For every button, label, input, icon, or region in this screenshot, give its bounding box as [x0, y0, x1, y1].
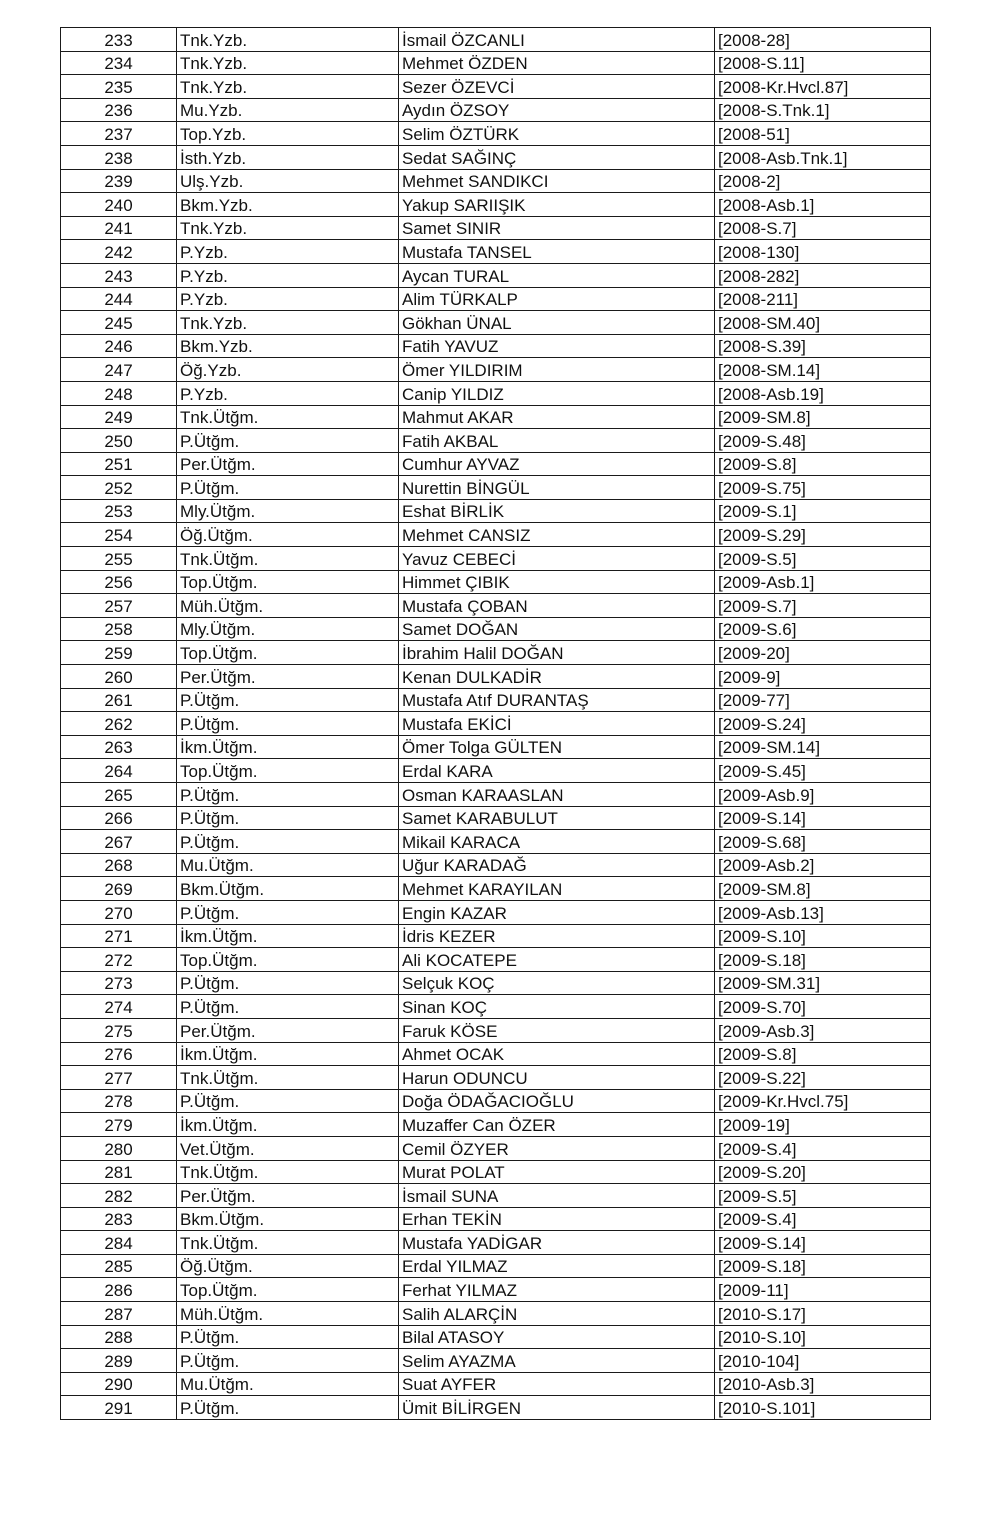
- name-cell: İsmail SUNA: [399, 1184, 715, 1208]
- rank-cell: Bkm.Yzb.: [177, 334, 399, 358]
- code-cell: [2008-SM.14]: [715, 358, 931, 382]
- table-row: [61, 51, 931, 75]
- name-cell: Samet KARABULUT: [399, 806, 715, 830]
- code-cell: [2009-S.4]: [715, 1136, 931, 1160]
- name-cell: Yakup SARIIŞIK: [399, 193, 715, 217]
- row-number-cell: 241: [61, 216, 177, 240]
- table-row: [61, 429, 931, 453]
- row-number-cell: 278: [61, 1089, 177, 1113]
- row-number-cell: 266: [61, 806, 177, 830]
- table-row: [61, 98, 931, 122]
- name-cell: Ömer Tolga GÜLTEN: [399, 735, 715, 759]
- code-cell: [2008-130]: [715, 240, 931, 264]
- name-cell: Erdal KARA: [399, 759, 715, 783]
- row-number-cell: 284: [61, 1231, 177, 1255]
- name-cell: Cemil ÖZYER: [399, 1136, 715, 1160]
- rank-cell: P.Ütğm.: [177, 830, 399, 854]
- rank-cell: İkm.Ütğm.: [177, 1113, 399, 1137]
- rank-cell: Öğ.Ütğm.: [177, 1254, 399, 1278]
- code-cell: [2009-S.14]: [715, 806, 931, 830]
- row-number-cell: 269: [61, 877, 177, 901]
- table-row: [61, 1113, 931, 1137]
- table-row: [61, 806, 931, 830]
- code-cell: [2009-S.29]: [715, 523, 931, 547]
- rank-cell: Öğ.Ütğm.: [177, 523, 399, 547]
- code-cell: [2009-S.8]: [715, 1042, 931, 1066]
- name-cell: Uğur KARADAĞ: [399, 853, 715, 877]
- name-cell: Eshat BİRLİK: [399, 499, 715, 523]
- name-cell: Faruk KÖSE: [399, 1018, 715, 1042]
- table-row: [61, 334, 931, 358]
- table-row: [61, 900, 931, 924]
- table-row: [61, 523, 931, 547]
- row-number-cell: 264: [61, 759, 177, 783]
- rank-cell: P.Yzb.: [177, 381, 399, 405]
- code-cell: [2009-Asb.9]: [715, 783, 931, 807]
- name-cell: Muzaffer Can ÖZER: [399, 1113, 715, 1137]
- rank-cell: P.Ütğm.: [177, 995, 399, 1019]
- rank-cell: Per.Ütğm.: [177, 1018, 399, 1042]
- name-cell: Erdal YILMAZ: [399, 1254, 715, 1278]
- row-number-cell: 286: [61, 1278, 177, 1302]
- name-cell: Suat AYFER: [399, 1372, 715, 1396]
- table-row: [61, 665, 931, 689]
- table-row: [61, 311, 931, 335]
- table-body: [61, 28, 931, 1420]
- row-number-cell: 250: [61, 429, 177, 453]
- row-number-cell: 282: [61, 1184, 177, 1208]
- code-cell: [2009-S.1]: [715, 499, 931, 523]
- name-cell: Mustafa TANSEL: [399, 240, 715, 264]
- rank-cell: İkm.Ütğm.: [177, 924, 399, 948]
- code-cell: [2009-11]: [715, 1278, 931, 1302]
- name-cell: İdris KEZER: [399, 924, 715, 948]
- code-cell: [2010-S.10]: [715, 1325, 931, 1349]
- row-number-cell: 259: [61, 641, 177, 665]
- row-number-cell: 289: [61, 1349, 177, 1373]
- rank-cell: Mly.Ütğm.: [177, 617, 399, 641]
- table-row: [61, 1136, 931, 1160]
- row-number-cell: 236: [61, 98, 177, 122]
- name-cell: Alim TÜRKALP: [399, 287, 715, 311]
- name-cell: Fatih YAVUZ: [399, 334, 715, 358]
- name-cell: Sinan KOÇ: [399, 995, 715, 1019]
- code-cell: [2008-Asb.1]: [715, 193, 931, 217]
- table-row: [61, 240, 931, 264]
- rank-cell: İkm.Ütğm.: [177, 1042, 399, 1066]
- name-cell: Aycan TURAL: [399, 263, 715, 287]
- table-row: [61, 570, 931, 594]
- row-number-cell: 258: [61, 617, 177, 641]
- table-row: [61, 1396, 931, 1420]
- name-cell: Mahmut AKAR: [399, 405, 715, 429]
- name-cell: Sezer ÖZEVCİ: [399, 75, 715, 99]
- rank-cell: Mu.Ütğm.: [177, 853, 399, 877]
- code-cell: [2009-Asb.1]: [715, 570, 931, 594]
- rank-cell: Tnk.Ütğm.: [177, 1160, 399, 1184]
- code-cell: [2009-S.5]: [715, 1184, 931, 1208]
- table-row: [61, 1349, 931, 1373]
- row-number-cell: 237: [61, 122, 177, 146]
- rank-cell: Mu.Yzb.: [177, 98, 399, 122]
- rank-cell: Tnk.Ütğm.: [177, 547, 399, 571]
- rank-cell: Bkm.Yzb.: [177, 193, 399, 217]
- rank-cell: P.Yzb.: [177, 287, 399, 311]
- name-cell: Murat POLAT: [399, 1160, 715, 1184]
- code-cell: [2008-Asb.Tnk.1]: [715, 145, 931, 169]
- name-cell: Ali KOCATEPE: [399, 948, 715, 972]
- rank-cell: Tnk.Ütğm.: [177, 1066, 399, 1090]
- code-cell: [2008-28]: [715, 28, 931, 52]
- table-row: [61, 28, 931, 52]
- name-cell: Mustafa Atıf DURANTAŞ: [399, 688, 715, 712]
- rank-cell: Öğ.Yzb.: [177, 358, 399, 382]
- code-cell: [2010-Asb.3]: [715, 1372, 931, 1396]
- row-number-cell: 276: [61, 1042, 177, 1066]
- row-number-cell: 235: [61, 75, 177, 99]
- table-row: [61, 169, 931, 193]
- name-cell: Gökhan ÜNAL: [399, 311, 715, 335]
- name-cell: Canip YILDIZ: [399, 381, 715, 405]
- name-cell: Mehmet CANSIZ: [399, 523, 715, 547]
- table-row: [61, 75, 931, 99]
- name-cell: Mikail KARACA: [399, 830, 715, 854]
- rank-cell: Tnk.Yzb.: [177, 311, 399, 335]
- table-row: [61, 263, 931, 287]
- rank-cell: Bkm.Ütğm.: [177, 877, 399, 901]
- row-number-cell: 271: [61, 924, 177, 948]
- row-number-cell: 233: [61, 28, 177, 52]
- table-row: [61, 995, 931, 1019]
- code-cell: [2009-S.48]: [715, 429, 931, 453]
- row-number-cell: 261: [61, 688, 177, 712]
- rank-cell: P.Ütğm.: [177, 712, 399, 736]
- code-cell: [2009-S.8]: [715, 452, 931, 476]
- code-cell: [2009-S.68]: [715, 830, 931, 854]
- rank-cell: P.Yzb.: [177, 263, 399, 287]
- row-number-cell: 273: [61, 971, 177, 995]
- table-row: [61, 547, 931, 571]
- table-row: [61, 877, 931, 901]
- code-cell: [2009-Asb.2]: [715, 853, 931, 877]
- rank-cell: Bkm.Ütğm.: [177, 1207, 399, 1231]
- table-row: [61, 1325, 931, 1349]
- code-cell: [2008-211]: [715, 287, 931, 311]
- rank-cell: Top.Ütğm.: [177, 1278, 399, 1302]
- table-row: [61, 1231, 931, 1255]
- row-number-cell: 242: [61, 240, 177, 264]
- rank-cell: P.Ütğm.: [177, 1349, 399, 1373]
- code-cell: [2009-Asb.13]: [715, 900, 931, 924]
- name-cell: Mustafa ÇOBAN: [399, 594, 715, 618]
- row-number-cell: 277: [61, 1066, 177, 1090]
- table-row: [61, 287, 931, 311]
- code-cell: [2009-77]: [715, 688, 931, 712]
- name-cell: Ahmet OCAK: [399, 1042, 715, 1066]
- name-cell: Nurettin BİNGÜL: [399, 476, 715, 500]
- table-row: [61, 476, 931, 500]
- name-cell: Yavuz CEBECİ: [399, 547, 715, 571]
- rank-cell: Tnk.Yzb.: [177, 216, 399, 240]
- rank-cell: Tnk.Yzb.: [177, 28, 399, 52]
- row-number-cell: 238: [61, 145, 177, 169]
- row-number-cell: 256: [61, 570, 177, 594]
- table-row: [61, 381, 931, 405]
- row-number-cell: 253: [61, 499, 177, 523]
- name-cell: Mehmet ÖZDEN: [399, 51, 715, 75]
- rank-cell: Per.Ütğm.: [177, 1184, 399, 1208]
- rank-cell: Per.Ütğm.: [177, 665, 399, 689]
- name-cell: Sedat SAĞINÇ: [399, 145, 715, 169]
- row-number-cell: 262: [61, 712, 177, 736]
- rank-cell: Müh.Ütğm.: [177, 1302, 399, 1326]
- code-cell: [2010-S.101]: [715, 1396, 931, 1420]
- name-cell: Mustafa EKİCİ: [399, 712, 715, 736]
- row-number-cell: 274: [61, 995, 177, 1019]
- table-row: [61, 499, 931, 523]
- code-cell: [2008-Kr.Hvcl.87]: [715, 75, 931, 99]
- rank-cell: Per.Ütğm.: [177, 452, 399, 476]
- row-number-cell: 254: [61, 523, 177, 547]
- code-cell: [2008-S.Tnk.1]: [715, 98, 931, 122]
- rank-cell: P.Ütğm.: [177, 900, 399, 924]
- row-number-cell: 275: [61, 1018, 177, 1042]
- row-number-cell: 288: [61, 1325, 177, 1349]
- code-cell: [2009-S.45]: [715, 759, 931, 783]
- table-row: [61, 759, 931, 783]
- rank-cell: P.Ütğm.: [177, 476, 399, 500]
- table-row: [61, 1302, 931, 1326]
- code-cell: [2009-SM.14]: [715, 735, 931, 759]
- rank-cell: Mly.Ütğm.: [177, 499, 399, 523]
- table-row: [61, 1207, 931, 1231]
- row-number-cell: 255: [61, 547, 177, 571]
- code-cell: [2010-104]: [715, 1349, 931, 1373]
- code-cell: [2009-S.18]: [715, 948, 931, 972]
- rank-cell: Tnk.Ütğm.: [177, 1231, 399, 1255]
- name-cell: Himmet ÇIBIK: [399, 570, 715, 594]
- code-cell: [2008-S.39]: [715, 334, 931, 358]
- table-row: [61, 1372, 931, 1396]
- name-cell: Fatih AKBAL: [399, 429, 715, 453]
- code-cell: [2009-S.75]: [715, 476, 931, 500]
- code-cell: [2010-S.17]: [715, 1302, 931, 1326]
- row-number-cell: 280: [61, 1136, 177, 1160]
- rank-cell: Tnk.Yzb.: [177, 75, 399, 99]
- name-cell: Engin KAZAR: [399, 900, 715, 924]
- name-cell: Aydın ÖZSOY: [399, 98, 715, 122]
- table-row: [61, 1018, 931, 1042]
- code-cell: [2009-S.14]: [715, 1231, 931, 1255]
- row-number-cell: 290: [61, 1372, 177, 1396]
- rank-cell: Top.Ütğm.: [177, 948, 399, 972]
- table-row: [61, 1278, 931, 1302]
- rank-cell: İkm.Ütğm.: [177, 735, 399, 759]
- table-row: [61, 948, 931, 972]
- code-cell: [2009-S.20]: [715, 1160, 931, 1184]
- row-number-cell: 249: [61, 405, 177, 429]
- row-number-cell: 265: [61, 783, 177, 807]
- table-row: [61, 405, 931, 429]
- name-cell: Kenan DULKADİR: [399, 665, 715, 689]
- row-number-cell: 287: [61, 1302, 177, 1326]
- table-row: [61, 1089, 931, 1113]
- rank-cell: Vet.Ütğm.: [177, 1136, 399, 1160]
- table-row: [61, 145, 931, 169]
- row-number-cell: 251: [61, 452, 177, 476]
- row-number-cell: 260: [61, 665, 177, 689]
- table-row: [61, 617, 931, 641]
- rank-cell: P.Yzb.: [177, 240, 399, 264]
- row-number-cell: 239: [61, 169, 177, 193]
- table-row: [61, 216, 931, 240]
- code-cell: [2009-SM.31]: [715, 971, 931, 995]
- name-cell: Selim AYAZMA: [399, 1349, 715, 1373]
- table-row: [61, 735, 931, 759]
- table-row: [61, 193, 931, 217]
- code-cell: [2009-9]: [715, 665, 931, 689]
- rank-cell: Top.Yzb.: [177, 122, 399, 146]
- row-number-cell: 267: [61, 830, 177, 854]
- code-cell: [2009-Kr.Hvcl.75]: [715, 1089, 931, 1113]
- row-number-cell: 240: [61, 193, 177, 217]
- name-cell: Samet SINIR: [399, 216, 715, 240]
- name-cell: Harun ODUNCU: [399, 1066, 715, 1090]
- code-cell: [2009-S.70]: [715, 995, 931, 1019]
- row-number-cell: 272: [61, 948, 177, 972]
- table-row: [61, 783, 931, 807]
- code-cell: [2008-282]: [715, 263, 931, 287]
- name-cell: Selçuk KOÇ: [399, 971, 715, 995]
- name-cell: Samet DOĞAN: [399, 617, 715, 641]
- rank-cell: Top.Ütğm.: [177, 759, 399, 783]
- rank-cell: P.Ütğm.: [177, 1089, 399, 1113]
- code-cell: [2008-51]: [715, 122, 931, 146]
- table-row: [61, 641, 931, 665]
- rank-cell: P.Ütğm.: [177, 1396, 399, 1420]
- code-cell: [2009-S.10]: [715, 924, 931, 948]
- rank-cell: Müh.Ütğm.: [177, 594, 399, 618]
- table-row: [61, 122, 931, 146]
- rank-cell: Top.Ütğm.: [177, 641, 399, 665]
- rank-cell: Tnk.Yzb.: [177, 51, 399, 75]
- name-cell: Erhan TEKİN: [399, 1207, 715, 1231]
- code-cell: [2008-Asb.19]: [715, 381, 931, 405]
- code-cell: [2009-S.5]: [715, 547, 931, 571]
- row-number-cell: 247: [61, 358, 177, 382]
- name-cell: Bilal ATASOY: [399, 1325, 715, 1349]
- rank-cell: P.Ütğm.: [177, 783, 399, 807]
- table-row: [61, 712, 931, 736]
- row-number-cell: 270: [61, 900, 177, 924]
- name-cell: Osman KARAASLAN: [399, 783, 715, 807]
- table-row: [61, 971, 931, 995]
- code-cell: [2009-SM.8]: [715, 877, 931, 901]
- row-number-cell: 248: [61, 381, 177, 405]
- row-number-cell: 268: [61, 853, 177, 877]
- rank-cell: P.Ütğm.: [177, 971, 399, 995]
- code-cell: [2009-S.6]: [715, 617, 931, 641]
- table-row: [61, 452, 931, 476]
- row-number-cell: 285: [61, 1254, 177, 1278]
- code-cell: [2009-20]: [715, 641, 931, 665]
- code-cell: [2008-S.11]: [715, 51, 931, 75]
- code-cell: [2008-S.7]: [715, 216, 931, 240]
- row-number-cell: 243: [61, 263, 177, 287]
- table-row: [61, 1160, 931, 1184]
- table-row: [61, 830, 931, 854]
- code-cell: [2009-19]: [715, 1113, 931, 1137]
- code-cell: [2009-S.18]: [715, 1254, 931, 1278]
- table-row: [61, 1042, 931, 1066]
- code-cell: [2008-SM.40]: [715, 311, 931, 335]
- row-number-cell: 244: [61, 287, 177, 311]
- personnel-table: [60, 27, 931, 1420]
- table-row: [61, 688, 931, 712]
- row-number-cell: 234: [61, 51, 177, 75]
- code-cell: [2009-S.4]: [715, 1207, 931, 1231]
- rank-cell: Ulş.Yzb.: [177, 169, 399, 193]
- row-number-cell: 252: [61, 476, 177, 500]
- code-cell: [2008-2]: [715, 169, 931, 193]
- row-number-cell: 245: [61, 311, 177, 335]
- name-cell: Cumhur AYVAZ: [399, 452, 715, 476]
- code-cell: [2009-S.7]: [715, 594, 931, 618]
- table-row: [61, 853, 931, 877]
- row-number-cell: 279: [61, 1113, 177, 1137]
- name-cell: Ümit BİLİRGEN: [399, 1396, 715, 1420]
- table-row: [61, 1254, 931, 1278]
- row-number-cell: 257: [61, 594, 177, 618]
- code-cell: [2009-Asb.3]: [715, 1018, 931, 1042]
- name-cell: İbrahim Halil DOĞAN: [399, 641, 715, 665]
- name-cell: Mehmet SANDIKCI: [399, 169, 715, 193]
- rank-cell: P.Ütğm.: [177, 429, 399, 453]
- row-number-cell: 246: [61, 334, 177, 358]
- code-cell: [2009-S.22]: [715, 1066, 931, 1090]
- name-cell: Mehmet KARAYILAN: [399, 877, 715, 901]
- rank-cell: P.Ütğm.: [177, 1325, 399, 1349]
- table-row: [61, 594, 931, 618]
- table-row: [61, 1066, 931, 1090]
- rank-cell: Tnk.Ütğm.: [177, 405, 399, 429]
- name-cell: Ömer YILDIRIM: [399, 358, 715, 382]
- table-row: [61, 1184, 931, 1208]
- row-number-cell: 263: [61, 735, 177, 759]
- rank-cell: Mu.Ütğm.: [177, 1372, 399, 1396]
- rank-cell: P.Ütğm.: [177, 688, 399, 712]
- code-cell: [2009-S.24]: [715, 712, 931, 736]
- rank-cell: İsth.Yzb.: [177, 145, 399, 169]
- table-row: [61, 358, 931, 382]
- name-cell: Mustafa YADİGAR: [399, 1231, 715, 1255]
- rank-cell: P.Ütğm.: [177, 806, 399, 830]
- row-number-cell: 283: [61, 1207, 177, 1231]
- table-row: [61, 924, 931, 948]
- row-number-cell: 291: [61, 1396, 177, 1420]
- name-cell: Selim ÖZTÜRK: [399, 122, 715, 146]
- row-number-cell: 281: [61, 1160, 177, 1184]
- code-cell: [2009-SM.8]: [715, 405, 931, 429]
- name-cell: Ferhat YILMAZ: [399, 1278, 715, 1302]
- name-cell: İsmail ÖZCANLI: [399, 28, 715, 52]
- rank-cell: Top.Ütğm.: [177, 570, 399, 594]
- name-cell: Salih ALARÇİN: [399, 1302, 715, 1326]
- name-cell: Doğa ÖDAĞACIOĞLU: [399, 1089, 715, 1113]
